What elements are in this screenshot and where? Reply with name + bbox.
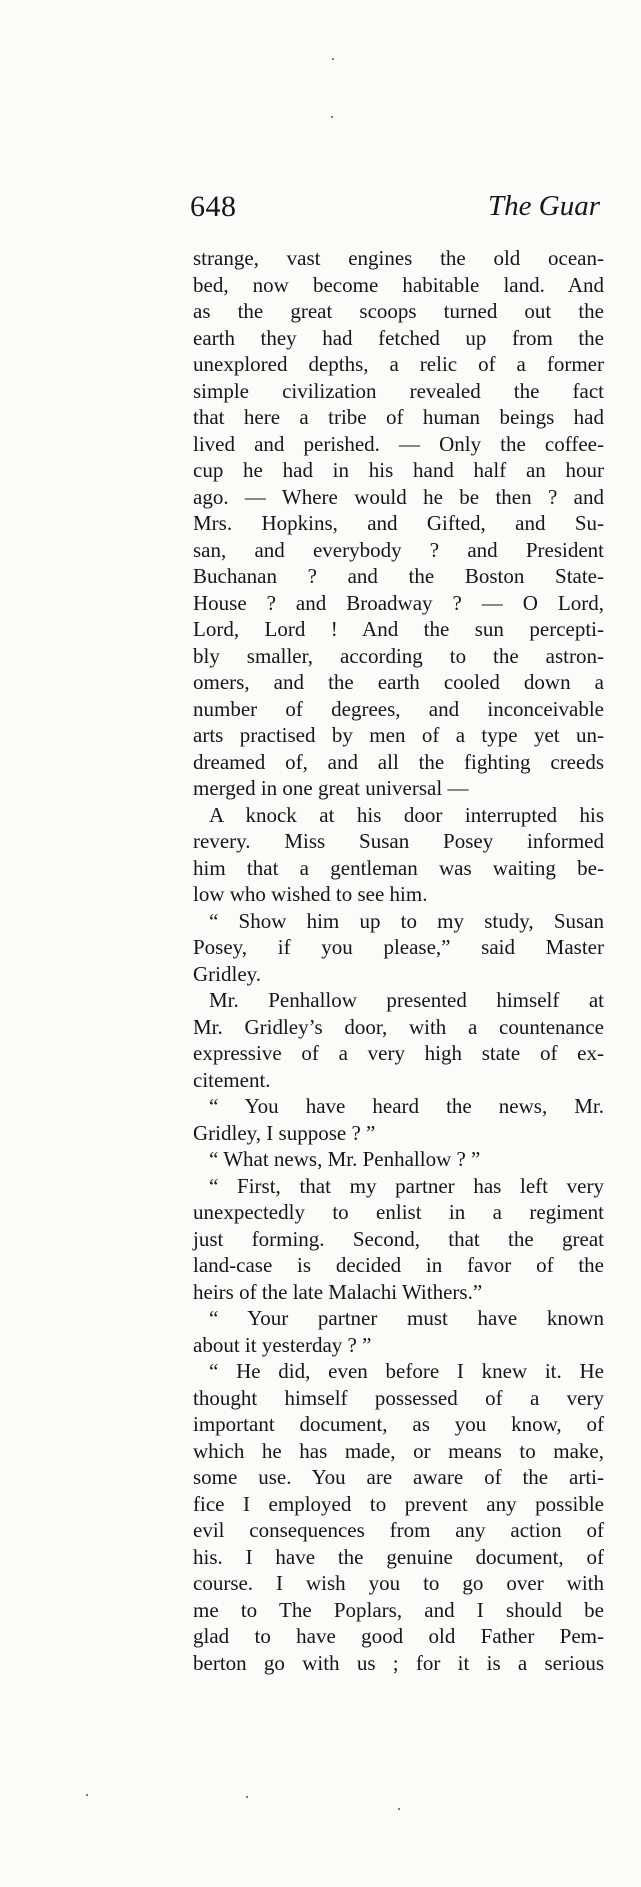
text-line: “ Your partner must have known	[209, 1306, 604, 1330]
text-line: important document, as you know, of	[193, 1412, 604, 1436]
speck	[332, 58, 334, 60]
text-line: about it yesterday ? ”	[193, 1332, 372, 1357]
text-line: earth they had fetched up from the	[193, 325, 604, 350]
text-line: course. I wish you to go over with	[193, 1571, 604, 1595]
text-line: omers, and the earth cooled down a	[193, 670, 604, 694]
text-line: unexpectedly to enlist in a regiment	[193, 1200, 604, 1224]
text-line: A knock at his door interrupted his	[209, 802, 604, 827]
speck	[398, 1808, 400, 1810]
text-line: dreamed of, and all the fighting creeds	[193, 749, 604, 774]
text-line: “ He did, even before I knew it. He	[209, 1359, 604, 1383]
text-line: bed, now become habitable land. And	[193, 272, 604, 297]
body-text	[193, 245, 604, 1676]
text-line: number of degrees, and inconceivable	[193, 696, 604, 721]
text-line: citement.	[193, 1067, 271, 1092]
text-line: Posey, if you please,” said Master	[193, 935, 604, 959]
text-line: lived and perished. — Only the coffee-	[193, 431, 604, 456]
text-line: “ What news, Mr. Penhallow ? ”	[209, 1147, 481, 1171]
text-line: Lord, Lord ! And the sun percepti-	[193, 617, 604, 641]
text-line: san, and everybody ? and President	[193, 537, 604, 562]
text-line: low who wished to see him.	[193, 882, 428, 906]
text-line: Mrs. Hopkins, and Gifted, and Su-	[193, 511, 604, 535]
text-line: fice I employed to prevent any possible	[193, 1491, 604, 1516]
text-line: his. I have the genuine document, of	[193, 1544, 604, 1569]
text-line: merged in one great universal —	[193, 776, 469, 800]
text-line: Mr. Gridley’s door, with a countenance	[193, 1014, 604, 1039]
text-line: arts practised by men of a type yet un-	[193, 723, 604, 747]
text-line: “ First, that my partner has left very	[209, 1173, 604, 1198]
text-line: evil consequences from any action of	[193, 1518, 604, 1542]
text-line: him that a gentleman was waiting be-	[193, 855, 604, 880]
text-line: some use. You are aware of the arti-	[193, 1465, 604, 1489]
text-line: unexplored depths, a relic of a former	[193, 352, 604, 376]
text-line: which he has made, or means to make,	[193, 1438, 604, 1463]
text-line: Gridley, I suppose ? ”	[193, 1120, 376, 1145]
text-line: me to The Poplars, and I should be	[193, 1597, 604, 1622]
text-line: ago. — Where would he be then ? and	[193, 484, 604, 509]
text-line: “ Show him up to my study, Susan	[209, 908, 604, 933]
text-line: just forming. Second, that the great	[193, 1226, 604, 1251]
text-line: glad to have good old Father Pem-	[193, 1624, 604, 1648]
text-line: bly smaller, according to the astron-	[193, 643, 604, 668]
page-number: 648	[190, 190, 237, 223]
text-line: House ? and Broadway ? — O Lord,	[193, 590, 604, 615]
text-line: land-case is decided in favor of the	[193, 1253, 604, 1277]
text-line: strange, vast engines the old ocean-	[193, 246, 604, 270]
speck	[331, 116, 333, 118]
speck	[86, 1794, 88, 1796]
text-line: Gridley.	[193, 961, 262, 986]
text-line: revery. Miss Susan Posey informed	[193, 829, 604, 853]
text-line: cup he had in his hand half an hour	[193, 458, 604, 482]
text-line: simple civilization revealed the fact	[193, 378, 604, 403]
text-line: as the great scoops turned out the	[193, 299, 604, 323]
speck	[246, 1796, 248, 1798]
text-line: berton go with us ; for it is a serious	[193, 1650, 604, 1675]
text-line: that here a tribe of human beings had	[193, 405, 604, 429]
text-line: expressive of a very high state of ex-	[193, 1041, 604, 1065]
text-line: Buchanan ? and the Boston State-	[193, 564, 604, 588]
text-line: thought himself possessed of a very	[193, 1385, 604, 1410]
text-line: Mr. Penhallow presented himself at	[209, 988, 604, 1012]
text-line: “ You have heard the news, Mr.	[209, 1094, 604, 1118]
running-head: The Guar	[488, 190, 600, 222]
text-line: heirs of the late Malachi Withers.”	[193, 1279, 483, 1304]
